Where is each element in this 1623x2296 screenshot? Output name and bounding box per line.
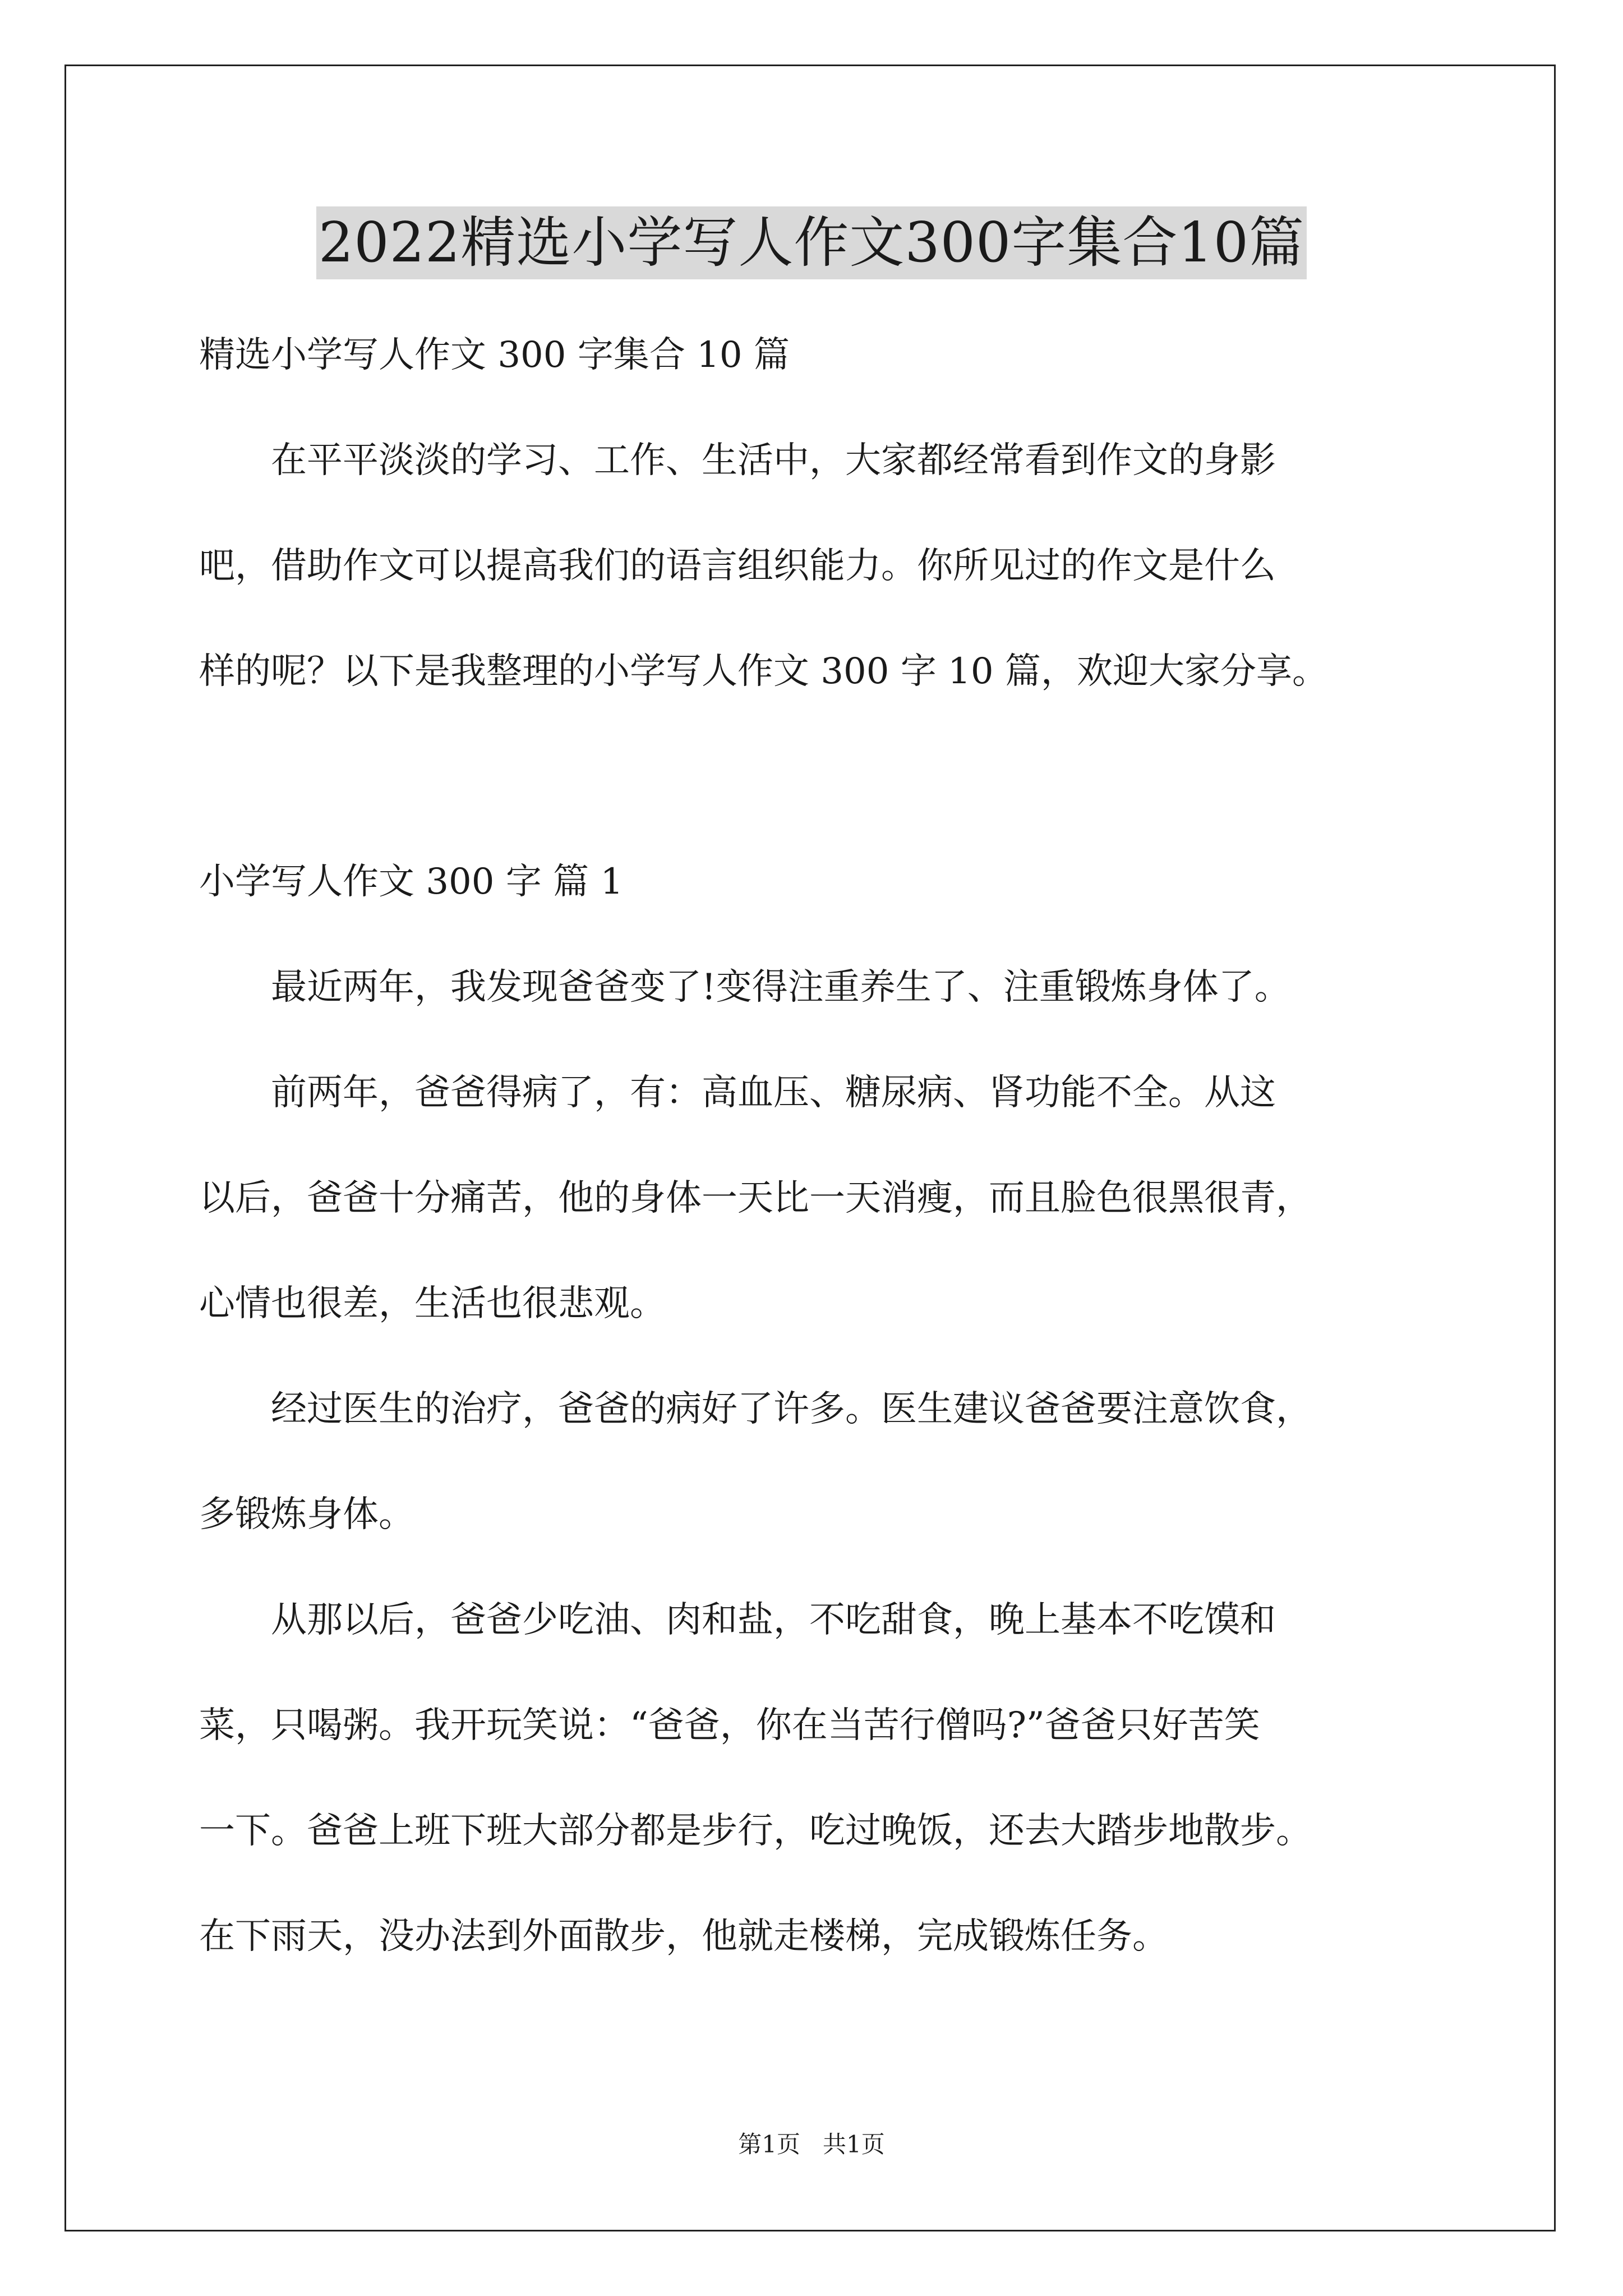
- paragraph-line: 最近两年，我发现爸爸变了!变得注重养生了、注重锻炼身体了。: [199, 967, 1290, 1008]
- page-footer: 第1页 共1页: [738, 2131, 885, 2158]
- document-title: 2022精选小学写人作文300字集合10篇: [316, 206, 1307, 279]
- paragraph-line: 在下雨天，没办法到外面散步，他就走楼梯，完成锻炼任务。: [199, 1916, 1168, 1957]
- paragraph-line: 菜，只喝粥。我开玩笑说：“爸爸，你在当苦行僧吗?”爸爸只好苦笑: [199, 1705, 1260, 1746]
- section-heading: 小学写人作文 300 字 篇 1: [199, 861, 624, 903]
- document-body: [199, 306, 1427, 1959]
- paragraph-line: 前两年，爸爸得病了，有：高血压、糖尿病、肾功能不全。从这: [199, 1072, 1276, 1114]
- paragraph-line: 一下。爸爸上班下班大部分都是步行，吃过晚饭，还去大踏步地散步。: [199, 1810, 1312, 1852]
- paragraph-line: 经过医生的治疗，爸爸的病好了许多。医生建议爸爸要注意饮食，: [199, 1388, 1312, 1430]
- paragraph-line: 多锻炼身体。: [199, 1494, 414, 1535]
- intro-line-2: 吧，借助作文可以提高我们的语言组织能力。你所见过的作文是什么: [199, 545, 1276, 587]
- paragraph-line: 心情也很差，生活也很悲观。: [199, 1283, 666, 1324]
- subtitle-line: 精选小学写人作文 300 字集合 10 篇: [199, 334, 790, 376]
- intro-line-1: 在平平淡淡的学习、工作、生活中，大家都经常看到作文的身影: [199, 440, 1276, 481]
- intro-line-3: 样的呢？以下是我整理的小学写人作文 300 字 10 篇，欢迎大家分享。: [199, 651, 1328, 692]
- paragraph-line: 以后，爸爸十分痛苦，他的身体一天比一天消瘦，而且脸色很黑很青，: [199, 1177, 1312, 1219]
- paragraph-line: 从那以后，爸爸少吃油、肉和盐，不吃甜食，晚上基本不吃馍和: [199, 1599, 1276, 1641]
- title-container: [0, 206, 1623, 279]
